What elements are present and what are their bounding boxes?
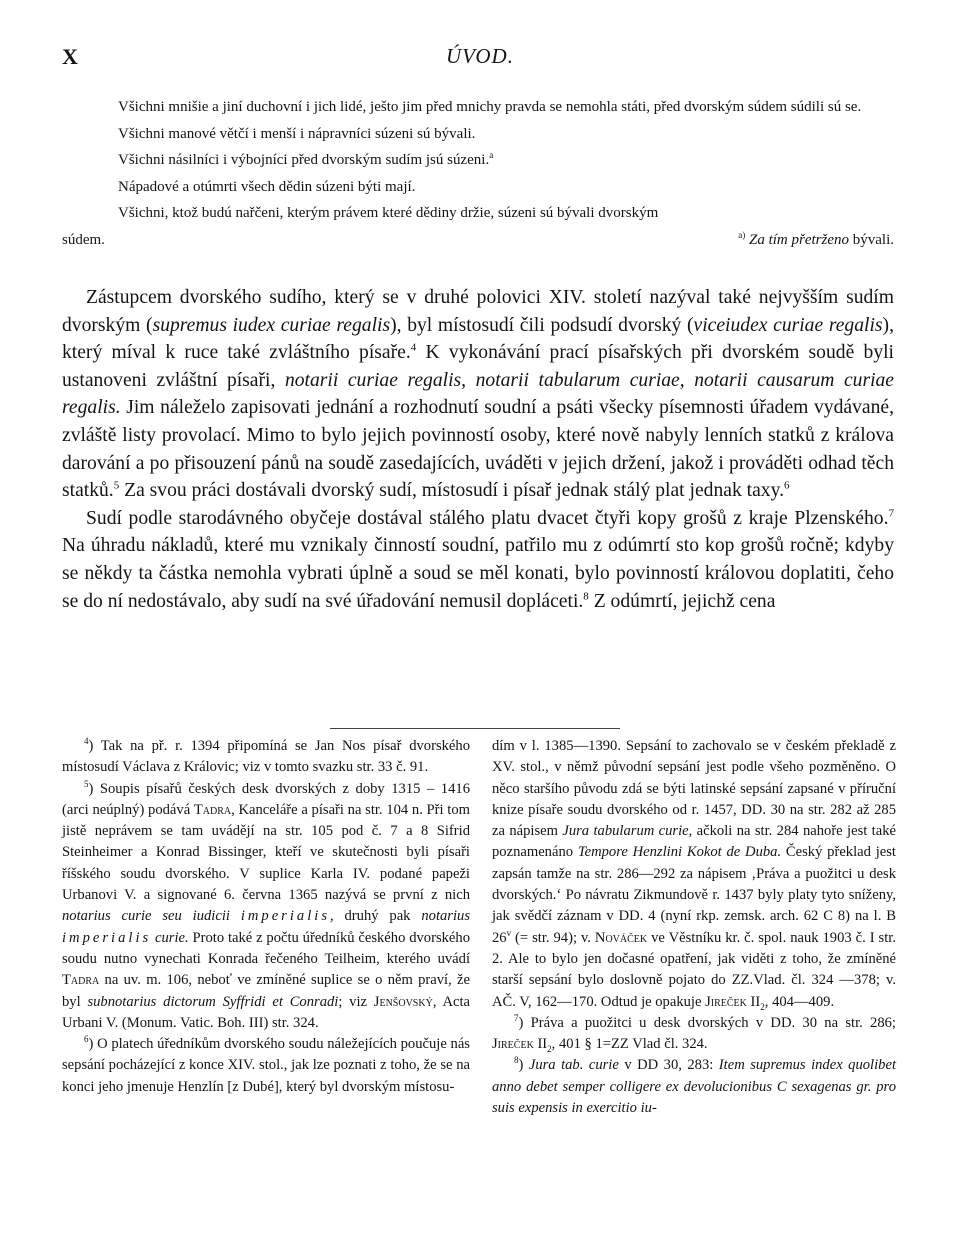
main-text: [62, 284, 894, 615]
quote-line: Všichni, ktož budú nařčeni, kterým právem které dědiny držie, súzeni sú bývali dvorským: [118, 205, 659, 221]
quoted-source-text: [62, 94, 894, 253]
text-note: $^{a)}$ Za tím přetrženo bývali.: [738, 229, 894, 248]
footnote-ref: 8: [583, 590, 589, 602]
note-mark: a: [489, 150, 494, 160]
footnotes-right-column: [492, 736, 896, 1119]
running-title: ÚVOD.: [446, 44, 514, 68]
quote-line: Všichni manové větčí i menší i nápravníci súzeni sú bývali.: [118, 125, 476, 142]
footnote-ref: 6: [784, 479, 790, 492]
footnote-rule: [330, 728, 620, 729]
footnote-7: $^7$) Práva a puožitci u desk dvorských v DD. 30 na str. 286; Jireček $II_2$, 401 § 1=ZZ Vlad čl. 324.: [492, 1013, 896, 1055]
footnote-ref: 7: [888, 507, 894, 520]
quote-line: Nápadové a otúmrti všech dědin súzeni býti mají.: [118, 178, 416, 195]
quote-line-end: súdem.: [62, 231, 105, 248]
paragraph: Sudí podle starodávného obyčeje dostával stálého platu dvacet čtyři kopy grošů z kraje Plzenského.$^7$ Na úhradu nákladů, které mu vznikaly činností soudní, patřilo mu z odúmrtí sto kop grošů ročně; kdyby se někdy ta částka nemohla vybrati úplně a soud se měl konati, bylo povinností královou doplatiti, čeho se do ní nedostávalo, aby sudí na své úřadování nemusil dopláceti.$^8$ Z odúmrtí, jejichž cena: [62, 507, 894, 612]
quote-line: Všichni násilníci i výbojníci před dvorským sudím jsú súzeni.$^a$: [118, 150, 494, 168]
quote-line: Všichni mnišie a jiní duchovní i jich lidé, ješto jim před mnichy pravda se nemohla státi, před dvorským súdem súdili sú se.: [118, 99, 862, 115]
footnote-8: $^8$) Jura tab. curie v DD 30, 283: Item supremus index quolibet anno debet semper colligere ex devolucionibus C sexagenas gr. pro suis expensis in exercitio iu-: [492, 1055, 896, 1117]
footnote-5: $^5$) Soupis písařů českých desk dvorských z doby 1315 – 1416 (arci neúplný) podává Tadra, Kanceláře a písaři na str. 104 n. Při tom jistě neprávem se tam uvádějí na str. 105 pod č. 7 a 8 Sifrid Steinheimer a Konrad Bissinger, kteří ve skutečnosti byli písaři říšského soudu dvorského. V suplice Karla IV. podané papeži Urbanovi V. a signované 6. června 1365 nazývá se první z nich notarius curie seu iudicii imperialis, druhý pak notarius imperialis curie. Proto také z počtu úředníků českého dvorského soudu nutno vynechati Konrada řečeného Teilheim, kterého uvádí Tadra na uv. m. 106, neboť ve zmíněné suplice se o něm praví, že byl subnotarius dictorum Syffridi et Conradi; viz Jenšovský, Acta Urbani V. (Monum. Vatic. Boh. III) str. 324.: [62, 778, 471, 1031]
running-head: [62, 44, 898, 72]
footnote-6-continued: dím v l. 1385—1390. Sepsání to zachovalo se v českém překladě z XV. stol., v němž původní sepsání jest podle všeho pozměněno. O něco staršího původu zdá se býti latinské sepsání zapsané v příruční knize písaře soudu dvorského od r. 1457, DD. 30 na str. 282 až 285 za nápisem Jura tabularum curie, ačkoli na str. 284 nahoře jest také poznamenáno Tempore Henzlini Kokot de Duba. Český překlad jest zapsán tamže na str. 286—292 za nápisem ‚Práva a puožitci u desk dvorských.‘ Po návratu Zikmundově r. 1437 byly platy tyto sníženy, jak svědčí záznam v DD. 4 (nyní rkp. zemsk. arch. 62 C 8) na l. B 26$^v$ (= str. 94); v. Nováček ve Věstníku kr. č. spol. nauk 1903 č. I str. 2. Ale to bylo jen dočasné opatření, jak viděti z toho, že zmíněné starší sepsání bylo doslovně pojato do ZZ.Vlad. čl. 324 —378; v. AČ. V, 162—170. Odtud je opakuje Jireček $II_2$, 404—409.: [492, 738, 896, 1012]
quote-last-line: [62, 227, 894, 254]
footnotes-left-column: [62, 736, 470, 1098]
footnote-6: $^6$) O platech úředníkům dvorského soudu náležejících poučuje nás sepsání pocházející z konce XIV. stol., jak lze poznati z toho, že se na konci jeho jmenuje Henzlín [z Dubé], který byl dvorským místosu-: [62, 1034, 470, 1095]
footnote-ref: 4: [410, 341, 417, 354]
footnote-4: $^4$) Tak na př. r. 1394 připomíná se Jan Nos písař dvorského místosudí Václava z Královic; viz v tomto svazku str. 33 č. 91.: [62, 736, 470, 776]
footnote-ref: 5: [113, 479, 120, 492]
page-number: X: [62, 44, 79, 69]
paragraph: Zástupcem dvorského sudího, který se v druhé polovici XIV. století nazýval také nejvyšším sudím dvorským (supremus iudex curiae regalis), byl místosudí čili podsudí dvorský (viceiudex curiae regalis), který míval k ruce také zvláštního písaře.$^4$ K vykonávání prací písařských při dvorském soudě byli ustanoveni zvláštní písaři, notarii curiae regalis, notarii tabularum curiae, notarii causarum curiae regalis. Jim náleželo zapisovati jednání a rozhodnutí soudní a psáti všecky písemnosti úřadem vydávané, zvláště listy provolací. Mimo to bylo jejich povinností osoby, které nově nabyly lenních statků z králova darování a po přisouzení pánů na soudě zasedajících, uváděti v jejich držení, jakož i prováděti odhad těch statků.$^5$ Za svou práci dostávali dvorský sudí, místosudí i písař jednak stálý plat jednak taxy.$^6$: [62, 287, 895, 502]
